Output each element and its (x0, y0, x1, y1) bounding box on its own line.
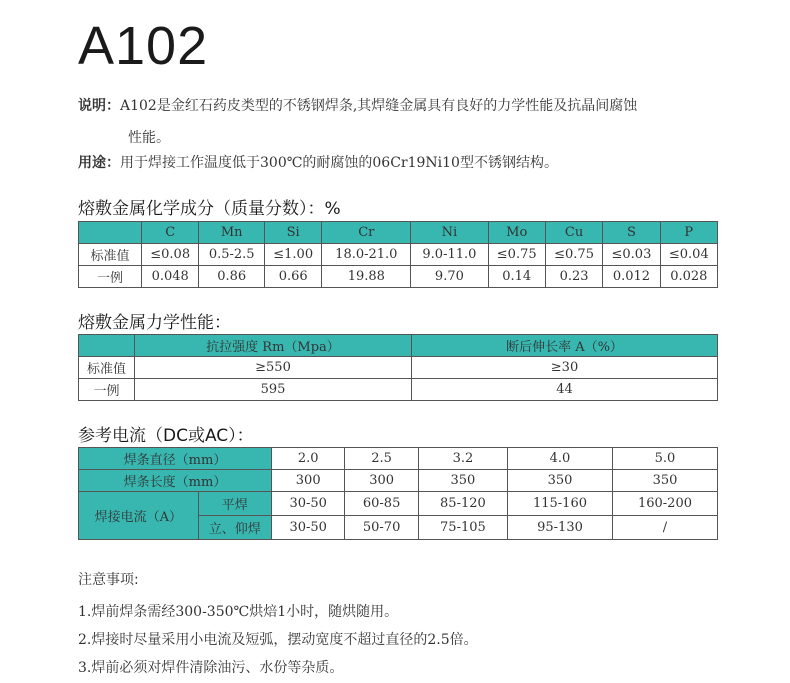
table-cell: 30-50 (272, 516, 345, 540)
table-cell: 595 (135, 379, 412, 401)
table-cell: 350 (418, 470, 507, 492)
table-cell: 350 (612, 470, 717, 492)
table-cell: ≤1.00 (265, 244, 322, 266)
table-row (79, 379, 718, 401)
table-cell: 0.86 (199, 266, 265, 288)
table-header-cell: Ni (411, 222, 488, 244)
table-header-cell (79, 335, 135, 357)
table-cell: 0.23 (545, 266, 602, 288)
table-cell: 3.2 (418, 448, 507, 470)
table-header-cell: S (603, 222, 660, 244)
table-cell: 30-50 (272, 492, 345, 516)
description-label: 说明： (78, 98, 120, 114)
table-cell: 0.66 (265, 266, 322, 288)
table-cell: ≤0.03 (603, 244, 660, 266)
table-row (79, 492, 718, 516)
table-cell: ≤0.08 (142, 244, 199, 266)
table-cell: 5.0 (612, 448, 717, 470)
table-cell: 0.048 (142, 266, 199, 288)
table-header-cell: 断后伸长率 A（%） (412, 335, 718, 357)
table-cell: ≤0.75 (545, 244, 602, 266)
composition-heading: 熔敷金属化学成分（质量分数）：% (78, 199, 341, 219)
description-text-line1: A102是金红石药皮类型的不锈钢焊条,其焊缝金属具有良好的力学性能及抗晶间腐蚀 (120, 98, 638, 114)
table-cell: 18.0-21.0 (322, 244, 411, 266)
mechanical-heading: 熔敷金属力学性能： (78, 313, 231, 333)
table-cell: 85-120 (418, 492, 507, 516)
notes-section (78, 570, 478, 682)
table-cell: 一例 (79, 379, 135, 401)
list-item: 2.焊接时尽量采用小电流及短弧，摆动宽度不超过直径的2.5倍。 (78, 632, 478, 648)
description-text-line2: 性能。 (128, 130, 170, 146)
diameter-label: 焊条直径（mm） (79, 448, 272, 470)
list-item: 1.焊前焊条需经300-350℃烘焙1小时，随烘随用。 (78, 604, 399, 620)
current-heading: 参考电流（DC或AC）： (78, 426, 254, 446)
table-row (79, 244, 718, 266)
table-header-cell: Mo (488, 222, 545, 244)
table-cell: ≥30 (412, 357, 718, 379)
table-row (79, 470, 718, 492)
table-cell: 标准值 (79, 244, 142, 266)
table-cell: 0.028 (660, 266, 717, 288)
table-cell: ≤0.04 (660, 244, 717, 266)
current-label: 焊接电流（A） (79, 492, 199, 540)
table-cell: 75-105 (418, 516, 507, 540)
mechanical-table (78, 334, 718, 401)
table-cell: 300 (345, 470, 418, 492)
table-cell: 44 (412, 379, 718, 401)
table-cell: 4.0 (508, 448, 613, 470)
table-header-cell: C (142, 222, 199, 244)
list-item: 3.焊前必须对焊件清除油污、水份等杂质。 (78, 660, 344, 676)
current-table (78, 447, 718, 540)
table-cell: 50-70 (345, 516, 418, 540)
page-title: A102 (78, 16, 209, 76)
description (78, 93, 637, 119)
composition-table (78, 221, 718, 288)
table-header-cell: Cr (322, 222, 411, 244)
table-cell: 300 (272, 470, 345, 492)
table-cell: 0.14 (488, 266, 545, 288)
table-header-cell: Mn (199, 222, 265, 244)
table-cell: 115-160 (508, 492, 613, 516)
usage-text: 用于焊接工作温度低于300℃的耐腐蚀的06Cr19Ni10型不锈钢结构。 (120, 155, 558, 171)
table-cell: 19.88 (322, 266, 411, 288)
table-header-cell: P (660, 222, 717, 244)
mechanical-header-row (79, 335, 718, 357)
table-cell: 9.70 (411, 266, 488, 288)
table-header-cell (79, 222, 142, 244)
table-cell: 60-85 (345, 492, 418, 516)
table-row (79, 448, 718, 470)
table-cell: 2.5 (345, 448, 418, 470)
table-cell: 标准值 (79, 357, 135, 379)
table-cell: 9.0-11.0 (411, 244, 488, 266)
table-header-cell: Cu (545, 222, 602, 244)
vertical-label: 立、仰焊 (198, 516, 271, 540)
table-cell: 一例 (79, 266, 142, 288)
table-row (79, 266, 718, 288)
table-cell: 160-200 (612, 492, 717, 516)
table-cell: 0.012 (603, 266, 660, 288)
table-cell: / (612, 516, 717, 540)
table-cell: 2.0 (272, 448, 345, 470)
table-cell: ≤0.75 (488, 244, 545, 266)
table-header-cell: 抗拉强度 Rm（Mpa） (135, 335, 412, 357)
length-label: 焊条长度（mm） (79, 470, 272, 492)
table-cell: 95-130 (508, 516, 613, 540)
table-cell: 0.5-2.5 (199, 244, 265, 266)
usage (78, 150, 558, 176)
table-cell: ≥550 (135, 357, 412, 379)
table-cell: 350 (508, 470, 613, 492)
table-row (79, 357, 718, 379)
composition-header-row (79, 222, 718, 244)
notes-list (78, 598, 478, 682)
notes-heading: 注意事项: (78, 572, 139, 588)
flat-label: 平焊 (198, 492, 271, 516)
table-header-cell: Si (265, 222, 322, 244)
usage-label: 用途： (78, 155, 120, 171)
